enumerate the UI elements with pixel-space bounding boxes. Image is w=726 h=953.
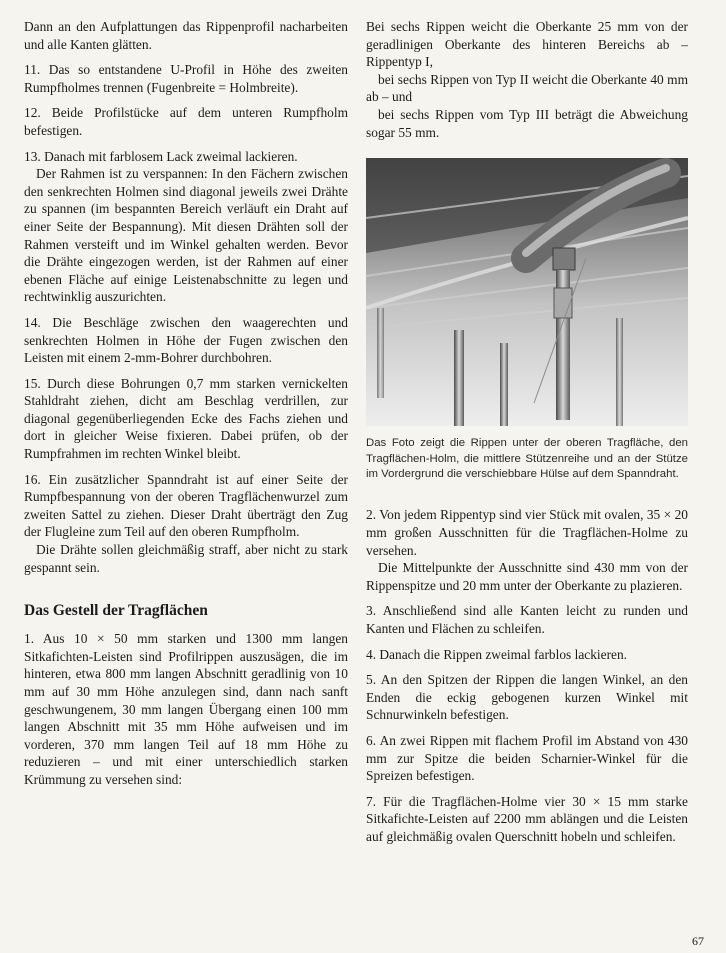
step-11: 11. Das so entstandene U-Profil in Höhe des zweiten Rumpfholmes trennen (Fugenbreite = Holmbreite).: [24, 62, 348, 95]
step-13: 13. Danach mit farblosem Lack zweimal lackieren.: [24, 148, 298, 164]
wing-step-2-cutouts: Die Mittelpunkte der Ausschnitte sind 430 mm von der Rippenspitze und 20 mm unter der Oberkante zu plazieren.: [366, 560, 688, 593]
paragraph-intro: Dann an den Aufplattungen das Rippenprofil nacharbeiten und alle Kanten glätten.: [24, 19, 348, 52]
photo-caption: Das Foto zeigt die Rippen unter der oberen Tragfläche, den Tragflächen-Holm, die mittlere Stützenreihe und an der Stütze im Vordergrund die verschiebbare Hülse auf dem Spanndraht.: [366, 437, 688, 480]
right-column: [366, 18, 688, 853]
wing-step-1: 1. Aus 10 × 50 mm starken und 1300 mm langen Sitkafichten-Leisten sind Profilrippen auszusägen, die im hinteren, etwa 800 mm langen Abschnitt geradlinig von 10 mm auf 30 mm Höhe anzulegen sind, dann nach sanft geschwungenem, 30 mm langen Übergang einen 100 mm langen Abschnitt mit 35 mm Höhe aufweisen und im vorderen, 370 mm langen Teil auf 18 mm Höhe zu reduzieren – und mit einer unterschiedlich starken Krümmung zu versehen sind:: [24, 631, 348, 787]
wing-step-5: 5. An den Spitzen der Rippen die langen Winkel, an den Enden die eckig gebogenen kurzen Winkel mit Schnurwinkeln befestigen.: [366, 672, 688, 723]
rib-type-2: bei sechs Rippen von Typ II weicht die Oberkante 40 mm ab – und: [366, 71, 688, 105]
left-column: [24, 18, 348, 797]
wing-step-6: 6. An zwei Rippen mit flachem Profil im Abstand von 430 mm zur Spitze die beiden Scharnier-Winkel für die Spreizen befestigen.: [366, 732, 688, 784]
step-15: 15. Durch diese Bohrungen 0,7 mm starken vernickelten Stahldraht ziehen, dicht am Beschlag verdrillen, zur diagonal gegenüberliegenden Ecke des Fachs ziehen und dort in gleicher Weise fixieren. Dabei prüfen, ob der Rumpfrahmen im rechten Winkel bleibt.: [24, 375, 348, 462]
rib-type-3: bei sechs Rippen vom Typ III beträgt die Abweichung sogar 55 mm.: [366, 106, 688, 140]
wing-step-3: 3. Anschließend sind alle Kanten leicht zu runden und Kanten und Flächen zu schleifen.: [366, 603, 688, 636]
wing-step-4: 4. Danach die Rippen zweimal farblos lackieren.: [366, 646, 628, 662]
rib-type-1: Bei sechs Rippen weicht die Oberkante 25 mm von der geradlinigen Oberkante des hinteren Bereichs ab – Rippentyp I,: [366, 19, 688, 70]
wing-step-7: 7. Für die Tragflächen-Holme vier 30 × 15 mm starke Sitkafichte-Leisten auf 2200 mm ablängen und die Leisten auf gleichmäßig ovalen Querschnitt hobeln und schleifen.: [366, 793, 688, 844]
step-16: 16. Ein zusätzlicher Spanndraht ist auf einer Seite der Rumpfbespannung von der oberen Tragflächenwurzel zum zweiten Sattel zu ziehen. Dieser Draht überträgt den Zug der Flugleine zum Teil auf den oberen Rumpfholm.: [24, 471, 348, 540]
page-number: 67: [692, 934, 704, 948]
wing-step-2: 2. Von jedem Rippentyp sind vier Stück mit ovalen, 35 × 20 mm großen Ausschnitten für die Tragflächen-Holme zu versehen.: [366, 507, 688, 558]
photo-wing-ribs: [366, 158, 688, 426]
step-12: 12. Beide Profilstücke auf dem unteren Rumpfholm befestigen.: [24, 105, 348, 138]
section-heading: Das Gestell der Tragflächen: [24, 602, 208, 620]
photo-illustration: [366, 158, 688, 426]
step-16-note: Die Drähte sollen gleichmäßig straff, aber nicht zu stark gespannt sein.: [24, 542, 348, 575]
step-13-bracing: Der Rahmen ist zu verspannen: In den Fächern zwischen den senkrechten Holmen sind diagonal jeweils zwei Drähte zu spannen (im bespannten Bereich verläuft ein Draht auf einer Seite der Bespannung). Mit diesen Drähten soll der Rahmen versteift und im Winkel gehalten werden. Bevor die Drähte eingezogen werden, ist der Rahmen auf einer ebenen Fläche auf einige Leistenabschnitte zu legen und rechtwinklig auszurichten.: [24, 166, 348, 305]
step-14: 14. Die Beschläge zwischen den waagerechten und senkrechten Holmen in Höhe der Fugen zwischen den Leisten mit einem 2-mm-Bohrer durchbohren.: [24, 314, 348, 366]
